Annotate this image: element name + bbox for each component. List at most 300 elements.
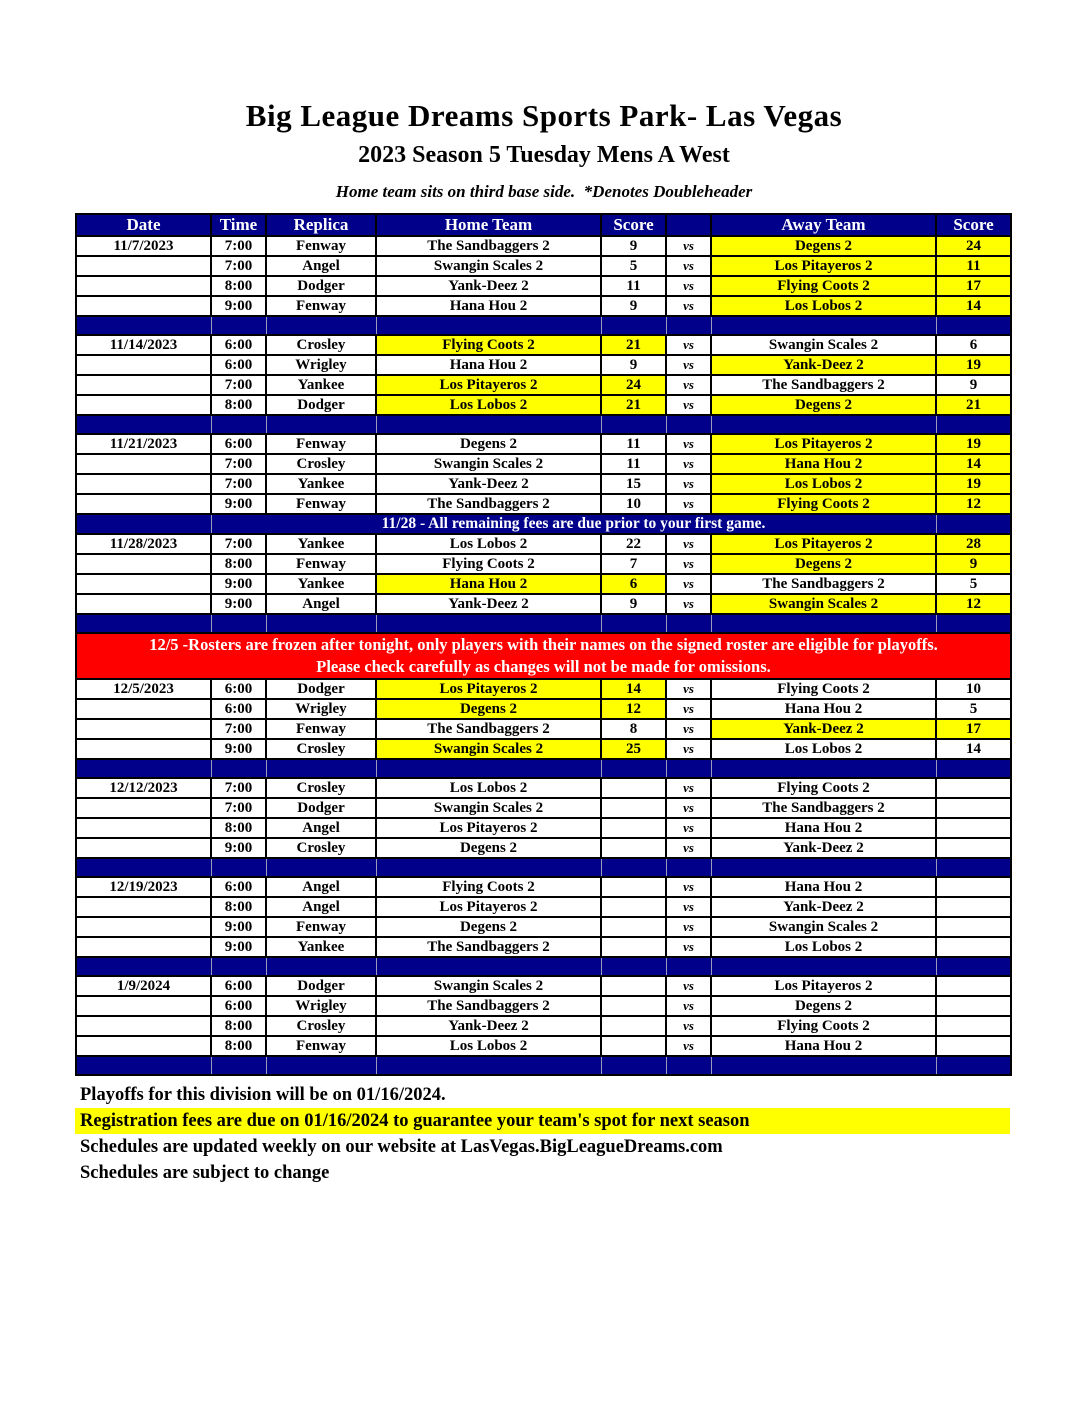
date-cell: [76, 937, 211, 957]
away-score-cell: [936, 937, 1011, 957]
home-team-cell: The Sandbaggers 2: [376, 236, 601, 256]
home-score-cell: [601, 877, 666, 897]
vs-cell: vs: [666, 434, 711, 454]
away-score-cell: 14: [936, 454, 1011, 474]
home-team-cell: The Sandbaggers 2: [376, 494, 601, 514]
home-score-cell: 5: [601, 256, 666, 276]
game-row: [76, 296, 1011, 316]
roster-freeze-notice-line: Please check carefully as changes will not be made for omissions.: [316, 657, 771, 676]
separator-row: [76, 858, 1011, 877]
home-team-cell: Yank-Deez 2: [376, 1016, 601, 1036]
game-row: [76, 877, 1011, 897]
separator-cell: [711, 1056, 936, 1075]
home-score-cell: 11: [601, 454, 666, 474]
date-cell: [76, 276, 211, 296]
separator-cell: [936, 1056, 1011, 1075]
home-team-cell: Swangin Scales 2: [376, 739, 601, 759]
home-score-cell: 14: [601, 679, 666, 699]
game-row: [76, 699, 1011, 719]
away-score-cell: 24: [936, 236, 1011, 256]
separator-cell: [666, 316, 711, 335]
home-team-cell: Los Pitayeros 2: [376, 679, 601, 699]
away-team-cell: Hana Hou 2: [711, 454, 936, 474]
separator-cell: [936, 957, 1011, 976]
separator-row: [76, 957, 1011, 976]
away-score-cell: [936, 798, 1011, 818]
home-score-cell: 22: [601, 534, 666, 554]
replica-cell: Dodger: [266, 976, 376, 996]
replica-cell: Fenway: [266, 554, 376, 574]
game-row: [76, 679, 1011, 699]
separator-cell: [936, 858, 1011, 877]
replica-cell: Wrigley: [266, 996, 376, 1016]
away-score-cell: [936, 838, 1011, 858]
time-cell: 6:00: [211, 434, 266, 454]
separator-cell: [666, 759, 711, 778]
time-cell: 8:00: [211, 395, 266, 415]
separator-cell: [666, 858, 711, 877]
away-score-cell: 12: [936, 594, 1011, 614]
date-cell: [76, 355, 211, 375]
away-score-cell: [936, 818, 1011, 838]
home-score-cell: 25: [601, 739, 666, 759]
away-score-cell: 17: [936, 276, 1011, 296]
replica-cell: Angel: [266, 256, 376, 276]
column-header-vs: [666, 214, 711, 236]
time-cell: 9:00: [211, 594, 266, 614]
vs-cell: vs: [666, 699, 711, 719]
home-score-cell: [601, 937, 666, 957]
away-team-cell: Los Lobos 2: [711, 296, 936, 316]
time-cell: 6:00: [211, 877, 266, 897]
time-cell: 7:00: [211, 454, 266, 474]
page-title: Big League Dreams Sports Park- Las Vegas: [245, 98, 843, 133]
game-row: [76, 594, 1011, 614]
vs-cell: vs: [666, 838, 711, 858]
separator-cell: [76, 415, 211, 434]
away-score-cell: 6: [936, 335, 1011, 355]
home-score-cell: 9: [601, 594, 666, 614]
game-row: [76, 739, 1011, 759]
away-score-cell: 21: [936, 395, 1011, 415]
date-cell: 12/19/2023: [76, 877, 211, 897]
away-score-cell: 17: [936, 719, 1011, 739]
replica-cell: Angel: [266, 877, 376, 897]
home-team-cell: Yank-Deez 2: [376, 594, 601, 614]
date-cell: [76, 395, 211, 415]
time-cell: 8:00: [211, 554, 266, 574]
home-score-cell: 9: [601, 236, 666, 256]
away-score-cell: 5: [936, 699, 1011, 719]
date-cell: 11/28/2023: [76, 534, 211, 554]
date-cell: [76, 594, 211, 614]
separator-cell: [211, 415, 266, 434]
vs-cell: vs: [666, 877, 711, 897]
time-cell: 9:00: [211, 494, 266, 514]
roster-freeze-notice-line: 12/5 -Rosters are frozen after tonight, only players with their names on the signed roster are eligible for playoffs.: [149, 635, 938, 654]
separator-cell: [936, 759, 1011, 778]
home-score-cell: [601, 838, 666, 858]
home-score-cell: [601, 1036, 666, 1056]
away-score-cell: 14: [936, 296, 1011, 316]
home-team-cell: Swangin Scales 2: [376, 798, 601, 818]
game-row: [76, 1016, 1011, 1036]
separator-cell: [711, 316, 936, 335]
home-score-cell: 15: [601, 474, 666, 494]
time-cell: 9:00: [211, 574, 266, 594]
home-score-cell: 11: [601, 276, 666, 296]
separator-cell: [76, 957, 211, 976]
separator-cell: [266, 614, 376, 633]
separator-row: [76, 759, 1011, 778]
time-cell: 8:00: [211, 897, 266, 917]
date-cell: 12/5/2023: [76, 679, 211, 699]
away-team-cell: Hana Hou 2: [711, 818, 936, 838]
separator-cell: [711, 759, 936, 778]
away-score-cell: [936, 778, 1011, 798]
separator-cell: [211, 759, 266, 778]
replica-cell: Angel: [266, 818, 376, 838]
replica-cell: Dodger: [266, 276, 376, 296]
column-header-date: Date: [76, 214, 211, 236]
separator-cell: [376, 1056, 601, 1075]
separator-cell: [666, 614, 711, 633]
registration-note: Registration fees are due on 01/16/2024 to guarantee your team's spot for next season: [75, 1108, 1010, 1134]
away-team-cell: The Sandbaggers 2: [711, 798, 936, 818]
replica-cell: Crosley: [266, 838, 376, 858]
separator-cell: [376, 316, 601, 335]
replica-cell: Fenway: [266, 1036, 376, 1056]
game-row: [76, 236, 1011, 256]
home-score-cell: [601, 976, 666, 996]
game-row: [76, 375, 1011, 395]
separator-cell: [266, 316, 376, 335]
game-row: [76, 719, 1011, 739]
game-row: [76, 395, 1011, 415]
replica-cell: Fenway: [266, 434, 376, 454]
separator-cell: [666, 1056, 711, 1075]
vs-cell: vs: [666, 594, 711, 614]
column-header-home-team: Home Team: [376, 214, 601, 236]
home-score-cell: 6: [601, 574, 666, 594]
home-team-cell: Flying Coots 2: [376, 554, 601, 574]
vs-cell: vs: [666, 454, 711, 474]
vs-cell: vs: [666, 897, 711, 917]
game-row: [76, 996, 1011, 1016]
separator-cell: [936, 614, 1011, 633]
away-team-cell: Degens 2: [711, 395, 936, 415]
game-row: [76, 1036, 1011, 1056]
subject-to-change-note: Schedules are subject to change: [80, 1163, 330, 1183]
home-score-cell: 24: [601, 375, 666, 395]
time-cell: 6:00: [211, 355, 266, 375]
separator-cell: [666, 415, 711, 434]
replica-cell: Yankee: [266, 474, 376, 494]
roster-freeze-notice-row: [76, 633, 1011, 679]
separator-cell: [76, 858, 211, 877]
away-team-cell: Hana Hou 2: [711, 1036, 936, 1056]
date-cell: [76, 897, 211, 917]
home-score-cell: 8: [601, 719, 666, 739]
home-score-cell: 7: [601, 554, 666, 574]
replica-cell: Wrigley: [266, 355, 376, 375]
vs-cell: vs: [666, 818, 711, 838]
game-row: [76, 434, 1011, 454]
home-team-cell: Flying Coots 2: [376, 335, 601, 355]
away-score-cell: 9: [936, 554, 1011, 574]
separator-cell: [601, 759, 666, 778]
game-row: [76, 276, 1011, 296]
date-cell: [76, 474, 211, 494]
game-row: [76, 917, 1011, 937]
column-header-away-team: Away Team: [711, 214, 936, 236]
date-cell: [76, 454, 211, 474]
home-score-cell: 12: [601, 699, 666, 719]
game-row: [76, 976, 1011, 996]
home-team-cell: Degens 2: [376, 838, 601, 858]
game-row: [76, 778, 1011, 798]
time-cell: 8:00: [211, 1036, 266, 1056]
replica-cell: Dodger: [266, 798, 376, 818]
away-score-cell: [936, 877, 1011, 897]
home-team-cell: Swangin Scales 2: [376, 256, 601, 276]
game-row: [76, 838, 1011, 858]
away-team-cell: Los Lobos 2: [711, 739, 936, 759]
away-team-cell: Los Pitayeros 2: [711, 256, 936, 276]
replica-cell: Yankee: [266, 534, 376, 554]
away-team-cell: Los Pitayeros 2: [711, 434, 936, 454]
separator-cell: [266, 1056, 376, 1075]
home-team-cell: Yank-Deez 2: [376, 276, 601, 296]
date-cell: [76, 256, 211, 276]
vs-cell: vs: [666, 719, 711, 739]
vs-cell: vs: [666, 1016, 711, 1036]
date-cell: [76, 1036, 211, 1056]
separator-cell: [376, 759, 601, 778]
home-score-cell: 11: [601, 434, 666, 454]
replica-cell: Crosley: [266, 739, 376, 759]
away-team-cell: Los Pitayeros 2: [711, 534, 936, 554]
away-score-cell: [936, 1016, 1011, 1036]
home-team-cell: Los Lobos 2: [376, 534, 601, 554]
fees-notice-row: [76, 514, 1011, 534]
date-cell: [76, 554, 211, 574]
away-team-cell: Los Lobos 2: [711, 937, 936, 957]
date-cell: [76, 719, 211, 739]
away-team-cell: Yank-Deez 2: [711, 838, 936, 858]
time-cell: 7:00: [211, 778, 266, 798]
away-score-cell: 9: [936, 375, 1011, 395]
home-team-cell: The Sandbaggers 2: [376, 996, 601, 1016]
game-row: [76, 256, 1011, 276]
separator-row: [76, 316, 1011, 335]
time-cell: 9:00: [211, 296, 266, 316]
away-score-cell: 14: [936, 739, 1011, 759]
replica-cell: Yankee: [266, 574, 376, 594]
home-score-cell: 9: [601, 355, 666, 375]
home-team-cell: Los Pitayeros 2: [376, 897, 601, 917]
time-cell: 6:00: [211, 335, 266, 355]
date-cell: [76, 818, 211, 838]
away-score-cell: 19: [936, 355, 1011, 375]
game-row: [76, 454, 1011, 474]
separator-cell: [601, 415, 666, 434]
home-team-cell: Swangin Scales 2: [376, 976, 601, 996]
time-cell: 7:00: [211, 474, 266, 494]
separator-cell: [266, 415, 376, 434]
vs-cell: vs: [666, 996, 711, 1016]
replica-cell: Dodger: [266, 679, 376, 699]
replica-cell: Fenway: [266, 494, 376, 514]
game-row: [76, 937, 1011, 957]
away-score-cell: 11: [936, 256, 1011, 276]
home-score-cell: 21: [601, 395, 666, 415]
separator-cell: [211, 858, 266, 877]
away-team-cell: Yank-Deez 2: [711, 719, 936, 739]
time-cell: 9:00: [211, 739, 266, 759]
home-team-cell: Los Pitayeros 2: [376, 375, 601, 395]
away-score-cell: 5: [936, 574, 1011, 594]
separator-cell: [601, 614, 666, 633]
vs-cell: vs: [666, 739, 711, 759]
column-header-replica: Replica: [266, 214, 376, 236]
replica-cell: Crosley: [266, 454, 376, 474]
separator-cell: [376, 614, 601, 633]
page-subtitle: 2023 Season 5 Tuesday Mens A West: [358, 142, 730, 168]
schedule-table: [75, 213, 1012, 1076]
separator-cell: [666, 957, 711, 976]
replica-cell: Angel: [266, 897, 376, 917]
separator-cell: [376, 858, 601, 877]
away-team-cell: The Sandbaggers 2: [711, 375, 936, 395]
separator-cell: [211, 614, 266, 633]
date-cell: 12/12/2023: [76, 778, 211, 798]
time-cell: 8:00: [211, 1016, 266, 1036]
column-header-away-score: Score: [936, 214, 1011, 236]
home-score-cell: [601, 798, 666, 818]
game-row: [76, 554, 1011, 574]
away-score-cell: [936, 917, 1011, 937]
vs-cell: vs: [666, 395, 711, 415]
home-score-cell: [601, 778, 666, 798]
separator-cell: [601, 957, 666, 976]
away-team-cell: Swangin Scales 2: [711, 917, 936, 937]
replica-cell: Fenway: [266, 236, 376, 256]
time-cell: 7:00: [211, 798, 266, 818]
column-header-home-score: Score: [601, 214, 666, 236]
replica-cell: Dodger: [266, 395, 376, 415]
home-team-cell: Degens 2: [376, 917, 601, 937]
away-team-cell: Flying Coots 2: [711, 679, 936, 699]
away-team-cell: Flying Coots 2: [711, 276, 936, 296]
home-team-cell: Degens 2: [376, 434, 601, 454]
vs-cell: vs: [666, 534, 711, 554]
fees-notice-text: 11/28 - All remaining fees are due prior to your first game.: [211, 514, 936, 534]
away-team-cell: Hana Hou 2: [711, 877, 936, 897]
home-score-cell: [601, 897, 666, 917]
away-score-cell: 12: [936, 494, 1011, 514]
separator-cell: [211, 957, 266, 976]
home-team-cell: Degens 2: [376, 699, 601, 719]
vs-cell: vs: [666, 679, 711, 699]
schedule-note: Home team sits on third base side. *Denotes Doubleheader: [335, 182, 753, 201]
date-cell: [76, 574, 211, 594]
separator-cell: [601, 1056, 666, 1075]
separator-cell: [601, 316, 666, 335]
roster-freeze-notice-cell: [76, 633, 1011, 679]
home-team-cell: Los Lobos 2: [376, 395, 601, 415]
time-cell: 7:00: [211, 719, 266, 739]
separator-cell: [266, 957, 376, 976]
away-score-cell: 19: [936, 474, 1011, 494]
separator-cell: [711, 957, 936, 976]
date-cell: [76, 996, 211, 1016]
away-team-cell: Los Pitayeros 2: [711, 976, 936, 996]
away-score-cell: [936, 976, 1011, 996]
separator-cell: [711, 858, 936, 877]
separator-cell: [936, 514, 1011, 534]
date-cell: [76, 739, 211, 759]
time-cell: 6:00: [211, 996, 266, 1016]
time-cell: 9:00: [211, 838, 266, 858]
separator-cell: [76, 614, 211, 633]
home-team-cell: Flying Coots 2: [376, 877, 601, 897]
time-cell: 6:00: [211, 976, 266, 996]
separator-cell: [711, 614, 936, 633]
separator-cell: [376, 415, 601, 434]
game-row: [76, 818, 1011, 838]
game-row: [76, 494, 1011, 514]
vs-cell: vs: [666, 256, 711, 276]
separator-cell: [76, 514, 211, 534]
separator-cell: [266, 858, 376, 877]
home-score-cell: [601, 818, 666, 838]
time-cell: 6:00: [211, 699, 266, 719]
away-team-cell: Degens 2: [711, 236, 936, 256]
website-note: Schedules are updated weekly on our website at LasVegas.BigLeagueDreams.com: [80, 1137, 723, 1157]
separator-cell: [936, 415, 1011, 434]
date-cell: [76, 1016, 211, 1036]
away-team-cell: Swangin Scales 2: [711, 594, 936, 614]
away-team-cell: Swangin Scales 2: [711, 335, 936, 355]
separator-row: [76, 614, 1011, 633]
vs-cell: vs: [666, 937, 711, 957]
date-cell: [76, 798, 211, 818]
date-cell: 11/21/2023: [76, 434, 211, 454]
away-score-cell: [936, 996, 1011, 1016]
vs-cell: vs: [666, 236, 711, 256]
table-header-row: [76, 214, 1011, 236]
vs-cell: vs: [666, 554, 711, 574]
separator-cell: [76, 316, 211, 335]
home-team-cell: Hana Hou 2: [376, 355, 601, 375]
away-team-cell: Los Lobos 2: [711, 474, 936, 494]
away-team-cell: Yank-Deez 2: [711, 897, 936, 917]
replica-cell: Yankee: [266, 937, 376, 957]
home-score-cell: 9: [601, 296, 666, 316]
time-cell: 7:00: [211, 534, 266, 554]
away-score-cell: 28: [936, 534, 1011, 554]
vs-cell: vs: [666, 1036, 711, 1056]
home-team-cell: The Sandbaggers 2: [376, 719, 601, 739]
home-team-cell: Hana Hou 2: [376, 296, 601, 316]
home-team-cell: Swangin Scales 2: [376, 454, 601, 474]
home-team-cell: Los Pitayeros 2: [376, 818, 601, 838]
home-team-cell: Los Lobos 2: [376, 778, 601, 798]
vs-cell: vs: [666, 494, 711, 514]
away-score-cell: 10: [936, 679, 1011, 699]
game-row: [76, 335, 1011, 355]
